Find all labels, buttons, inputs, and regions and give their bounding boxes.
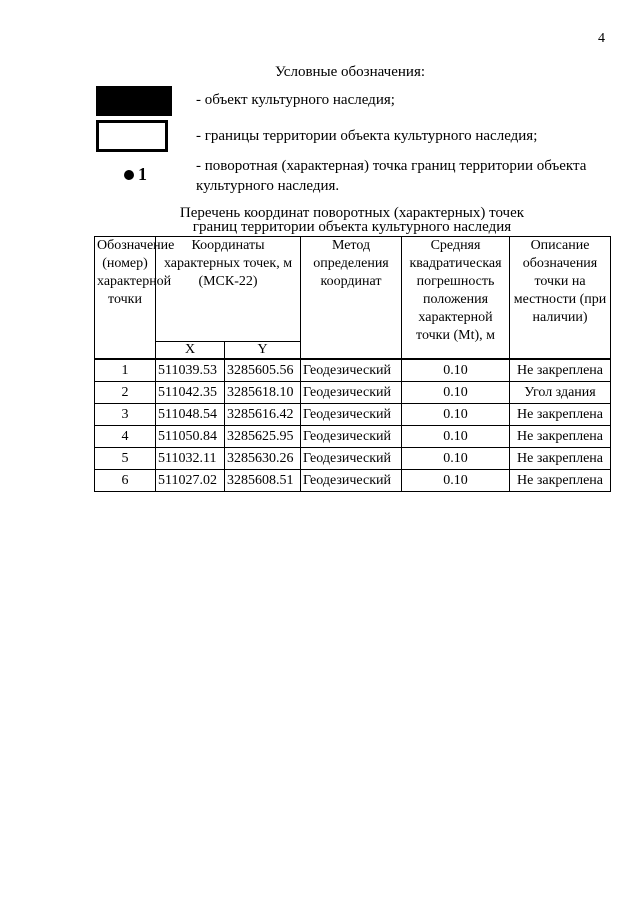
cell-description: Не закреплена <box>510 426 611 448</box>
legend-text-boundary: - границы территории объекта культурного наследия; <box>196 128 538 144</box>
table-row <box>95 404 611 426</box>
header-description: Описание обозначения точки на местности (при наличии) <box>510 237 611 360</box>
cell-method: Геодезический <box>301 382 402 404</box>
legend-text-point: - поворотная (характерная) точка границ территории объекта культурного наследия. <box>196 158 587 194</box>
page-number: 4 <box>598 31 605 46</box>
cell-number: 5 <box>95 448 156 470</box>
cell-y: 3285608.51 <box>225 470 301 492</box>
table-header-row <box>95 237 611 342</box>
cell-method: Геодезический <box>301 448 402 470</box>
table-row <box>95 470 611 492</box>
cell-y: 3285616.42 <box>225 404 301 426</box>
cell-error: 0.10 <box>402 426 510 448</box>
cell-number: 4 <box>95 426 156 448</box>
header-error: Средняя квадратическая погрешность положения характерной точки (Mt), м <box>402 237 510 360</box>
cell-error: 0.10 <box>402 359 510 382</box>
cell-y: 3285618.10 <box>225 382 301 404</box>
point-symbol <box>124 164 147 185</box>
coordinates-table <box>94 236 611 492</box>
table-caption-line2: границ территории объекта культурного наследия <box>192 219 512 235</box>
point-symbol-label: 1 <box>138 164 147 184</box>
cell-error: 0.10 <box>402 448 510 470</box>
cell-method: Геодезический <box>301 359 402 382</box>
cell-description: Не закреплена <box>510 470 611 492</box>
cell-method: Геодезический <box>301 470 402 492</box>
dot-icon <box>124 170 134 180</box>
cell-description: Угол здания <box>510 382 611 404</box>
table-row <box>95 359 611 382</box>
legend-text-object: - объект культурного наследия; <box>196 92 395 108</box>
filled-rectangle-icon <box>96 86 172 116</box>
cell-y: 3285630.26 <box>225 448 301 470</box>
header-y: Y <box>225 342 301 360</box>
cell-number: 3 <box>95 404 156 426</box>
cell-description: Не закреплена <box>510 404 611 426</box>
cell-number: 2 <box>95 382 156 404</box>
outline-rectangle-icon <box>96 120 168 152</box>
cell-error: 0.10 <box>402 470 510 492</box>
cell-y: 3285605.56 <box>225 359 301 382</box>
cell-number: 1 <box>95 359 156 382</box>
cell-description: Не закреплена <box>510 448 611 470</box>
cell-method: Геодезический <box>301 426 402 448</box>
header-x: X <box>156 342 225 360</box>
cell-x: 511032.11 <box>156 448 225 470</box>
cell-x: 511039.53 <box>156 359 225 382</box>
cell-x: 511042.35 <box>156 382 225 404</box>
cell-y: 3285625.95 <box>225 426 301 448</box>
cell-x: 511048.54 <box>156 404 225 426</box>
cell-number: 6 <box>95 470 156 492</box>
cell-description: Не закреплена <box>510 359 611 382</box>
table-row <box>95 448 611 470</box>
header-designation: Обозначение (номер) характерной точки <box>95 237 156 360</box>
header-method: Метод определения координат <box>301 237 402 360</box>
cell-method: Геодезический <box>301 404 402 426</box>
cell-error: 0.10 <box>402 382 510 404</box>
cell-x: 511050.84 <box>156 426 225 448</box>
table-row <box>95 426 611 448</box>
table-row <box>95 382 611 404</box>
cell-error: 0.10 <box>402 404 510 426</box>
legend-heading: Условные обозначения: <box>274 64 426 80</box>
table-caption <box>94 206 610 234</box>
header-coordinates: Координаты характерных точек, м (МСК-22) <box>156 237 301 342</box>
cell-x: 511027.02 <box>156 470 225 492</box>
table-caption-line1: Перечень координат поворотных (характерных) точек <box>179 205 525 221</box>
